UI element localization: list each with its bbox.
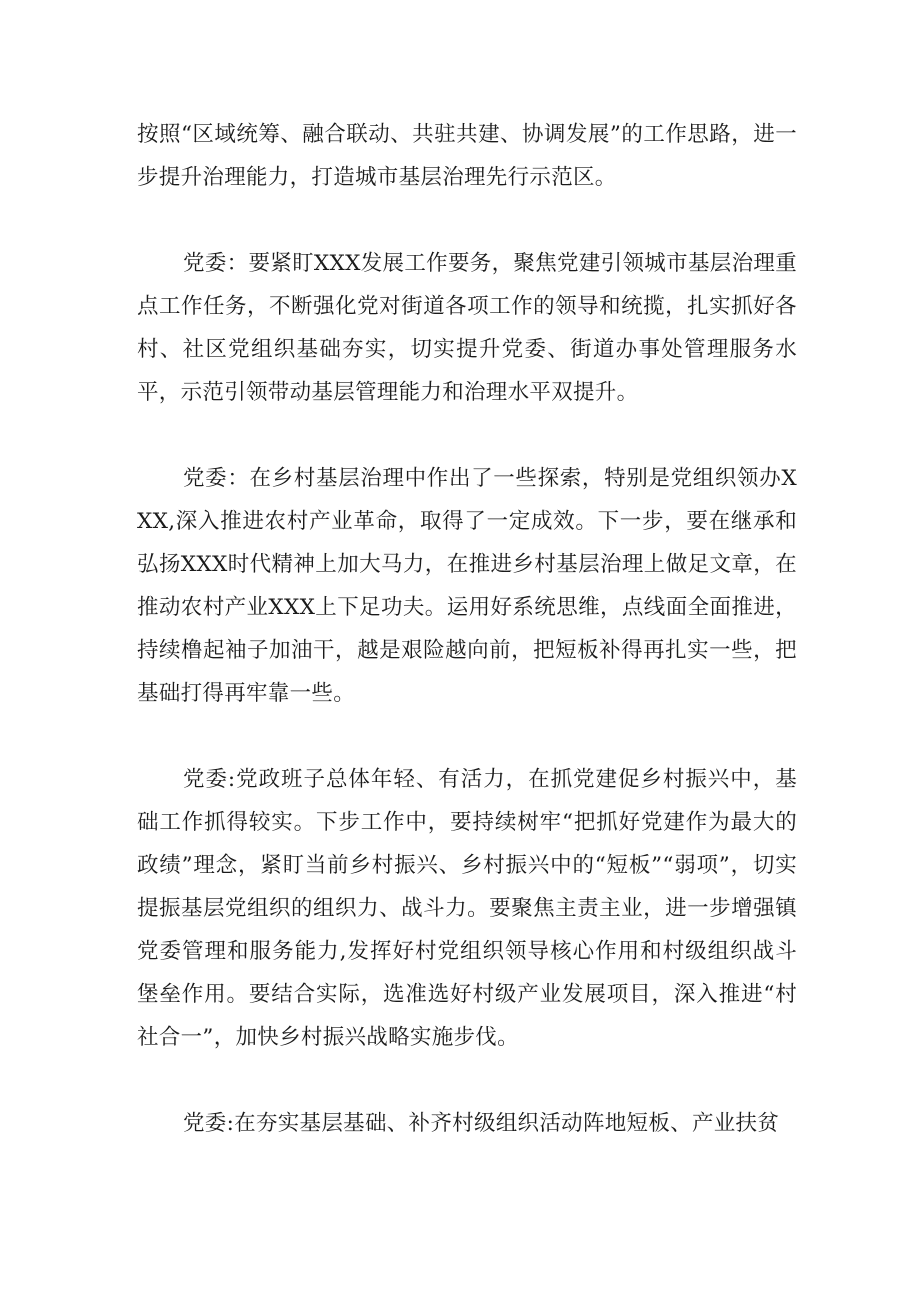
paragraph-1: 按照“区域统筹、融合联动、共驻共建、协调发展”的工作思路，进一步提升治理能力，打造城市基层治理先行示范区。 xyxy=(137,122,797,190)
paragraph-5: 党委:在夯实基层基础、补齐村级组织活动阵地短板、产业扶贫 xyxy=(183,1111,780,1136)
paragraph-2: 党委：要紧盯XXX发展工作要务，聚焦党建引领城市基层治理重点工作任务，不断强化党对街道各项工作的领导和统揽，扎实抓好各村、社区党组织基础夯实，切实提升党委、街道办事处管理服务水平，示范引领带动基层管理能力和治理水平双提升。 xyxy=(137,251,797,405)
document-body xyxy=(137,113,797,1188)
paragraph-4: 党委:党政班子总体年轻、有活力，在抓党建促乡村振兴中，基础工作抓得较实。下步工作中，要持续树牢“把抓好党建作为最大的政绩”理念，紧盯当前乡村振兴、乡村振兴中的“短板”“弱项”，切实提振基层党组织的组织力、战斗力。要聚焦主责主业，进一步增强镇党委管理和服务能力,发挥好村党组织领导核心作用和村级组织战斗堡垒作用。要结合实际，选准选好村级产业发展项目，深入推进“村社合一”，加快乡村振兴战略实施步伐。 xyxy=(137,767,797,1050)
paragraph-3: 党委：在乡村基层治理中作出了一些探索，特别是党组织领办XXX,深入推进农村产业革命，取得了一定成效。下一步，要在继承和弘扬XXX时代精神上加大马力，在推进乡村基层治理上做足文章，在推动农村产业XXX上下足功夫。运用好系统思维，点线面全面推进，持续橹起袖子加油干，越是艰险越向前，把短板补得再扎实一些，把基础打得再牢靠一些。 xyxy=(137,466,797,706)
